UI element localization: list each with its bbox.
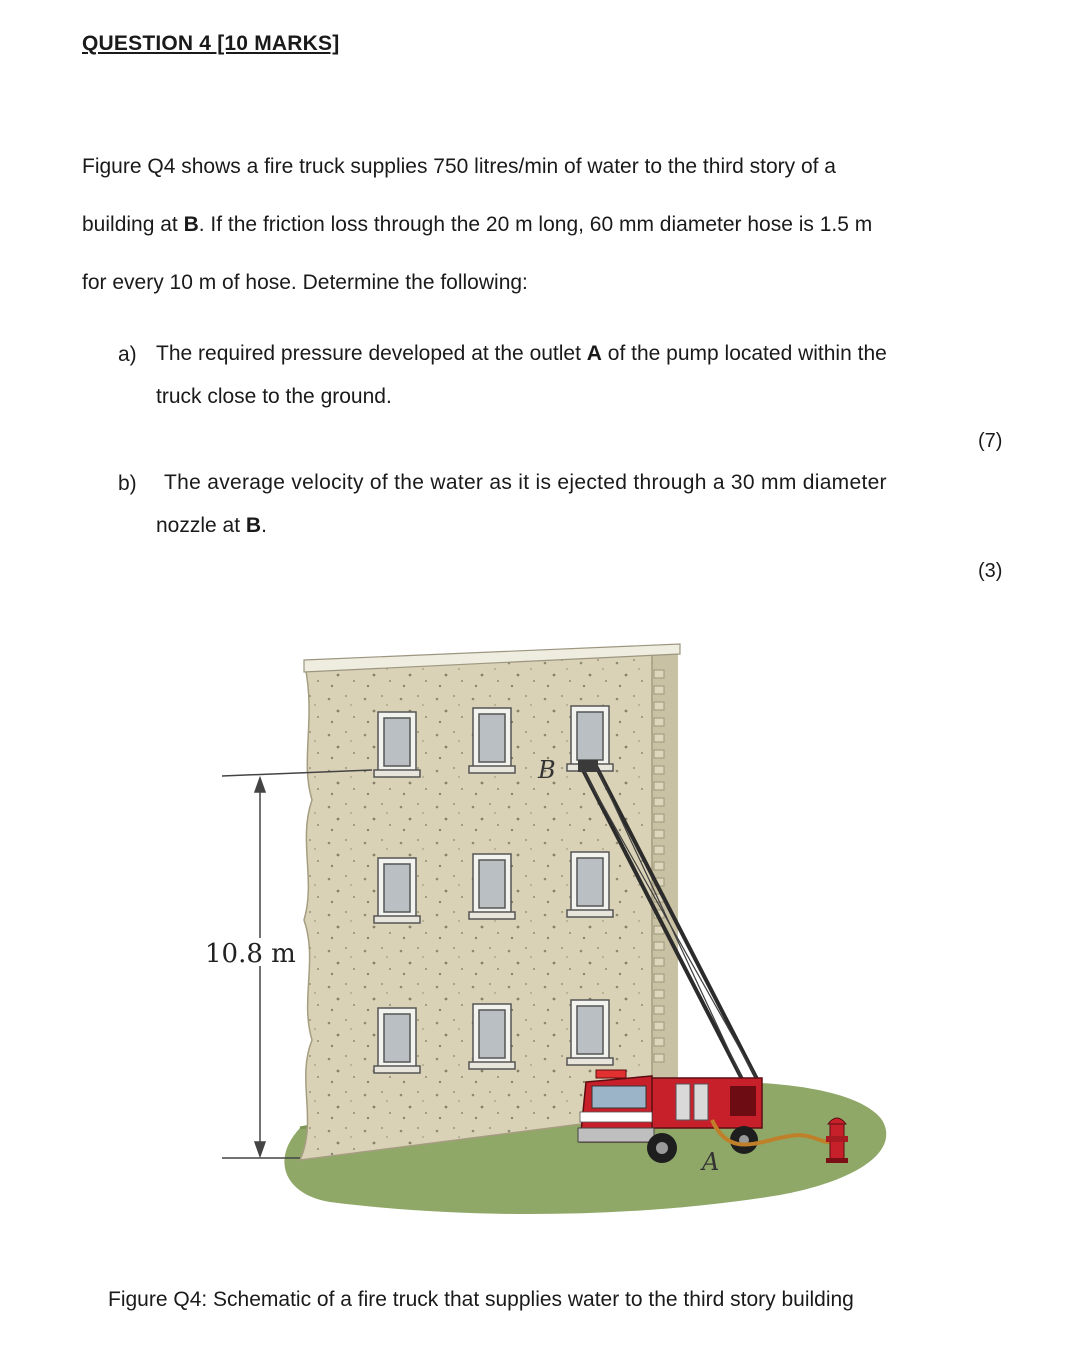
intro-line-2: building at B. If the friction loss through the 20 m long, 60 mm diameter hose is 1.5 m [82,213,873,236]
window [374,712,420,777]
intro-paragraph [82,138,1022,312]
fire-truck-figure [0,620,1080,1240]
figure-caption: Figure Q4: Schematic of a fire truck that supplies water to the third story building [108,1288,854,1311]
part-a-marks: (7) [978,430,1003,452]
part-b-label: b) [118,472,137,495]
window [567,1000,613,1065]
point-b-label: B [538,756,556,784]
window [469,708,515,773]
window [374,1008,420,1073]
part-b-line-1: The average velocity of the water as it is ejected through a 30 mm diameter [164,471,887,494]
part-a [118,343,1018,433]
window [374,858,420,923]
part-b [118,472,1018,562]
part-b-marks: (3) [978,560,1003,582]
part-a-line-2: truck close to the ground. [156,385,392,408]
point-a-label: A [702,1148,720,1176]
intro-line-1: Figure Q4 shows a fire truck supplies 750 litres/min of water to the third story of a [82,155,836,178]
part-a-line-1: The required pressure developed at the outlet A of the pump located within the [156,342,887,365]
part-a-label: a) [118,343,137,366]
question-heading: QUESTION 4 [10 MARKS] [82,32,340,55]
height-dimension-label: 10.8 m [205,939,296,969]
intro-line-3: for every 10 m of hose. Determine the following: [82,271,528,294]
window [567,852,613,917]
window [469,1004,515,1069]
windows [374,706,613,1073]
part-b-line-2: nozzle at B. [156,514,267,537]
window [469,854,515,919]
